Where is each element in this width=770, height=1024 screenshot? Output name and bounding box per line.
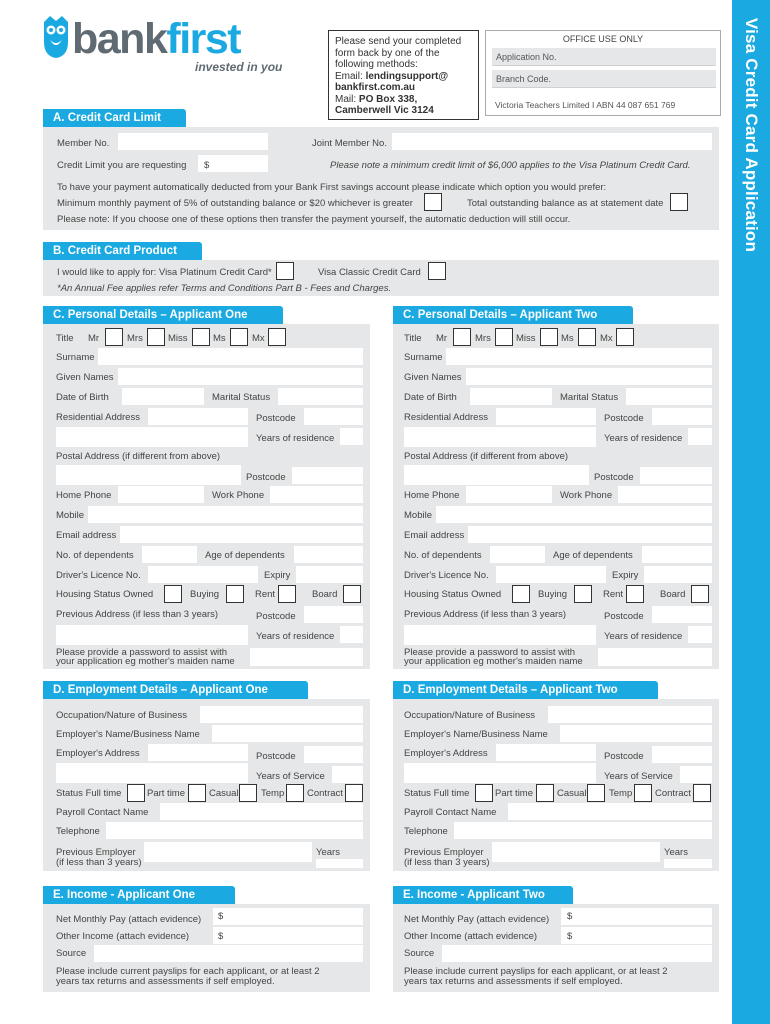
prev-address-input[interactable] xyxy=(56,625,248,645)
occupation-input[interactable] xyxy=(548,706,712,723)
surname-input[interactable] xyxy=(98,348,363,365)
occupation-input[interactable] xyxy=(200,706,363,723)
res-address-label: Residential Address xyxy=(404,412,488,423)
surname-input[interactable] xyxy=(446,348,712,365)
status-fulltime-checkbox[interactable] xyxy=(127,784,145,802)
years-res-label: Years of residence xyxy=(604,433,683,444)
title-mrs-checkbox[interactable] xyxy=(495,328,513,346)
part-time-label: Part time xyxy=(495,788,534,799)
prev-employer-label-2: (if less than 3 years) xyxy=(404,857,490,868)
work-phone-input[interactable] xyxy=(270,486,363,503)
mobile-input[interactable] xyxy=(88,506,363,523)
net-pay-dollar: $ xyxy=(218,911,224,922)
home-phone-label: Home Phone xyxy=(56,490,112,501)
years-label: Years xyxy=(316,847,340,858)
licence-label: Driver's Licence No. xyxy=(56,570,141,581)
emp-postcode-input[interactable] xyxy=(652,746,712,763)
prev-employer-input[interactable] xyxy=(492,842,660,862)
expiry-input[interactable] xyxy=(296,566,363,583)
expiry-label: Expiry xyxy=(612,570,639,581)
employer-address-input-1[interactable] xyxy=(496,744,596,761)
total-outstanding-checkbox[interactable] xyxy=(670,193,688,211)
section-e-one-header: E. Income - Applicant One xyxy=(43,886,235,904)
licence-input[interactable] xyxy=(148,566,258,583)
age-dependents-input[interactable] xyxy=(294,546,363,563)
payroll-label: Payroll Contact Name xyxy=(56,807,149,818)
title-label: Title xyxy=(56,333,74,344)
title-mrs-label: Mrs xyxy=(475,333,491,344)
office-use-title: OFFICE USE ONLY xyxy=(562,34,644,44)
email-label: Email address xyxy=(404,530,465,541)
status-contract-checkbox[interactable] xyxy=(345,784,363,802)
please-note-text: Please note: If you choose one of these options then transfer the payment yourself, the automatic deduction will still occur. xyxy=(57,214,571,225)
password-label-2: your application eg mother's maiden name xyxy=(56,656,235,667)
title-mr-checkbox[interactable] xyxy=(105,328,123,346)
title-mx-checkbox[interactable] xyxy=(268,328,286,346)
section-b-header: B. Credit Card Product xyxy=(43,242,202,260)
payslips-text-1: Please include current payslips for each applicant, or at least 2 xyxy=(56,966,320,977)
apply-for-label: I would like to apply for: Visa Platinum Credit Card* xyxy=(57,267,272,278)
housing-buying-checkbox[interactable] xyxy=(226,585,244,603)
postal-postcode-label: Postcode xyxy=(594,472,634,483)
housing-board-checkbox[interactable] xyxy=(691,585,709,603)
payroll-input[interactable] xyxy=(160,803,363,820)
postal-label: Postal Address (if different from above) xyxy=(404,451,569,462)
status-casual-checkbox[interactable] xyxy=(239,784,257,802)
total-outstanding-label: Total outstanding balance as at statement date xyxy=(467,198,664,209)
res-address-input-2[interactable] xyxy=(404,427,596,447)
prev-address-label: Previous Address (if less than 3 years) xyxy=(56,609,219,620)
payslips-text-2: years tax returns and assessments if self employed. xyxy=(56,976,275,987)
status-contract-checkbox[interactable] xyxy=(693,784,711,802)
years-service-label: Years of Service xyxy=(256,771,325,782)
postcode-input[interactable] xyxy=(652,408,712,425)
source-input[interactable] xyxy=(94,945,363,962)
employer-address-input-2[interactable] xyxy=(404,763,596,783)
contract-label: Contract xyxy=(655,788,691,799)
other-income-label: Other Income (attach evidence) xyxy=(404,931,538,942)
brand-logo: bankfirst xyxy=(72,15,241,63)
send-instructions-box: Please send your completed form back by one of the following methods: Email: lendingsupport@ bankfirst.com.au Mail: PO Box 338, Camberwell Vic 3124 xyxy=(328,30,479,120)
section-e-two-header: E. Income - Applicant Two xyxy=(393,886,573,904)
housing-board-checkbox[interactable] xyxy=(343,585,361,603)
surname-label: Surname xyxy=(56,352,95,363)
years-service-label: Years of Service xyxy=(604,771,673,782)
marital-label: Marital Status xyxy=(560,392,619,403)
rent-label: Rent xyxy=(255,589,276,600)
employer-address-input-1[interactable] xyxy=(148,744,248,761)
housing-buying-checkbox[interactable] xyxy=(574,585,592,603)
given-names-label: Given Names xyxy=(56,372,114,383)
mobile-label: Mobile xyxy=(404,510,432,521)
years-service-input[interactable] xyxy=(332,766,363,783)
mobile-input[interactable] xyxy=(436,506,712,523)
joint-member-no-input[interactable] xyxy=(392,133,712,150)
prev-postcode-input[interactable] xyxy=(652,606,712,623)
work-phone-label: Work Phone xyxy=(560,490,613,501)
board-label: Board xyxy=(660,589,686,600)
net-pay-label: Net Monthly Pay (attach evidence) xyxy=(56,914,202,925)
prev-employer-label-2: (if less than 3 years) xyxy=(56,857,142,868)
status-fulltime-label: Status Full time xyxy=(56,788,122,799)
marital-input[interactable] xyxy=(626,388,712,405)
net-pay-input[interactable] xyxy=(561,908,712,925)
postcode-label: Postcode xyxy=(256,413,296,424)
given-names-input[interactable] xyxy=(466,368,712,385)
dependents-label: No. of dependents xyxy=(56,550,134,561)
password-input[interactable] xyxy=(250,648,363,666)
prev-postcode-input[interactable] xyxy=(304,606,363,623)
emp-postcode-label: Postcode xyxy=(256,751,296,762)
branch-code-field[interactable]: Branch Code. xyxy=(492,70,716,88)
emp-postcode-input[interactable] xyxy=(304,746,363,763)
source-input[interactable] xyxy=(442,945,712,962)
housing-owned-checkbox[interactable] xyxy=(164,585,182,603)
other-income-dollar: $ xyxy=(218,931,224,942)
telephone-input[interactable] xyxy=(106,822,363,839)
net-pay-label: Net Monthly Pay (attach evidence) xyxy=(404,914,550,925)
title-mrs-checkbox[interactable] xyxy=(147,328,165,346)
occupation-label: Occupation/Nature of Business xyxy=(56,710,187,721)
prev-postcode-label: Postcode xyxy=(256,611,296,622)
prev-years-res-label: Years of residence xyxy=(604,631,683,642)
payslips-text-2: years tax returns and assessments if self employed. xyxy=(404,976,623,987)
telephone-input[interactable] xyxy=(454,822,712,839)
section-d-two-header: D. Employment Details – Applicant Two xyxy=(393,681,658,699)
annual-fee-note: *An Annual Fee applies refer Terms and Conditions Part B - Fees and Charges. xyxy=(57,283,392,294)
title-mrs-label: Mrs xyxy=(127,333,143,344)
postal-postcode-input[interactable] xyxy=(640,467,712,484)
dob-label: Date of Birth xyxy=(404,392,457,403)
dob-label: Date of Birth xyxy=(56,392,109,403)
postcode-input[interactable] xyxy=(304,408,363,425)
prev-postcode-label: Postcode xyxy=(604,611,644,622)
title-miss-checkbox[interactable] xyxy=(192,328,210,346)
other-income-label: Other Income (attach evidence) xyxy=(56,931,190,942)
status-temp-checkbox[interactable] xyxy=(286,784,304,802)
employer-name-input[interactable] xyxy=(212,725,363,742)
telephone-label: Telephone xyxy=(56,826,100,837)
title-mr-label: Mr xyxy=(88,333,100,344)
section-a-header: A. Credit Card Limit xyxy=(43,109,186,127)
licence-input[interactable] xyxy=(496,566,606,583)
given-names-input[interactable] xyxy=(118,368,363,385)
credit-limit-label: Credit Limit you are requesting xyxy=(57,160,187,171)
years-service-input[interactable] xyxy=(680,766,712,783)
title-ms-checkbox[interactable] xyxy=(230,328,248,346)
dob-input[interactable] xyxy=(470,388,552,405)
net-pay-input[interactable] xyxy=(213,908,363,925)
employer-address-input-2[interactable] xyxy=(56,763,248,783)
res-address-input-2[interactable] xyxy=(56,427,248,447)
employer-name-input[interactable] xyxy=(560,725,712,742)
prev-years-res-input[interactable] xyxy=(340,626,363,643)
marital-input[interactable] xyxy=(278,388,363,405)
age-dependents-label: Age of dependents xyxy=(205,550,285,561)
prev-employer-input[interactable] xyxy=(144,842,312,862)
password-input[interactable] xyxy=(598,648,712,666)
net-pay-dollar: $ xyxy=(567,911,573,922)
payroll-label: Payroll Contact Name xyxy=(404,807,497,818)
status-fulltime-label: Status Full time xyxy=(404,788,470,799)
min-payment-checkbox[interactable] xyxy=(424,193,442,211)
status-parttime-checkbox[interactable] xyxy=(536,784,554,802)
housing-rent-checkbox[interactable] xyxy=(626,585,644,603)
licence-label: Driver's Licence No. xyxy=(404,570,489,581)
application-no-field[interactable]: Application No. xyxy=(492,48,716,66)
password-label-1: Please provide a password to assist with xyxy=(404,647,576,658)
housing-owned-checkbox[interactable] xyxy=(512,585,530,603)
buying-label: Buying xyxy=(538,589,568,600)
part-time-label: Part time xyxy=(147,788,186,799)
dependents-label: No. of dependents xyxy=(404,550,482,561)
title-label: Title xyxy=(404,333,422,344)
age-dependents-input[interactable] xyxy=(642,546,712,563)
work-phone-label: Work Phone xyxy=(212,490,265,501)
board-label: Board xyxy=(312,589,338,600)
years-input[interactable] xyxy=(316,859,363,868)
title-mx-checkbox[interactable] xyxy=(616,328,634,346)
temp-label: Temp xyxy=(609,788,633,799)
email-input[interactable] xyxy=(468,526,712,543)
status-parttime-checkbox[interactable] xyxy=(188,784,206,802)
postal-label: Postal Address (if different from above) xyxy=(56,451,221,462)
postal-postcode-label: Postcode xyxy=(246,472,286,483)
casual-label: Casual xyxy=(209,788,239,799)
section-d-one-header: D. Employment Details – Applicant One xyxy=(43,681,308,699)
status-temp-checkbox[interactable] xyxy=(634,784,652,802)
occupation-label: Occupation/Nature of Business xyxy=(404,710,535,721)
rent-label: Rent xyxy=(603,589,624,600)
title-ms-label: Ms xyxy=(213,333,226,344)
prev-address-label: Previous Address (if less than 3 years) xyxy=(404,609,567,620)
joint-member-no-label: Joint Member No. xyxy=(312,138,387,149)
visa-platinum-checkbox[interactable] xyxy=(276,262,294,280)
payroll-input[interactable] xyxy=(508,803,712,820)
years-res-label: Years of residence xyxy=(256,433,335,444)
visa-classic-label: Visa Classic Credit Card xyxy=(318,267,421,278)
title-ms-label: Ms xyxy=(561,333,574,344)
prev-years-res-input[interactable] xyxy=(688,626,712,643)
status-casual-checkbox[interactable] xyxy=(587,784,605,802)
telephone-label: Telephone xyxy=(404,826,448,837)
years-input[interactable] xyxy=(664,859,712,868)
given-names-label: Given Names xyxy=(404,372,462,383)
min-payment-label: Minimum monthly payment of 5% of outstanding balance or $20 whichever is greater xyxy=(57,198,413,209)
dollar-sign: $ xyxy=(204,160,210,171)
title-mr-label: Mr xyxy=(436,333,448,344)
dependents-input[interactable] xyxy=(142,546,197,563)
home-phone-input[interactable] xyxy=(118,486,204,503)
expiry-label: Expiry xyxy=(264,570,291,581)
years-res-input[interactable] xyxy=(340,428,363,445)
status-fulltime-checkbox[interactable] xyxy=(475,784,493,802)
form-title-vertical: Visa Credit Card Application xyxy=(742,17,761,253)
abn-text: Victoria Teachers Limited I ABN 44 087 651 769 xyxy=(495,100,676,110)
employer-address-label: Employer's Address xyxy=(404,748,488,759)
res-address-label: Residential Address xyxy=(56,412,140,423)
title-ms-checkbox[interactable] xyxy=(578,328,596,346)
title-miss-label: Miss xyxy=(168,333,188,344)
payslips-text-1: Please include current payslips for each applicant, or at least 2 xyxy=(404,966,668,977)
res-address-input-1[interactable] xyxy=(496,408,596,425)
expiry-input[interactable] xyxy=(644,566,712,583)
employer-name-label: Employer's Name/Business Name xyxy=(404,729,548,740)
dob-input[interactable] xyxy=(122,388,204,405)
emp-postcode-label: Postcode xyxy=(604,751,644,762)
housing-label: Housing Status Owned xyxy=(56,589,154,600)
postal-input[interactable] xyxy=(56,465,241,485)
owl-logo-icon xyxy=(42,16,70,58)
auto-deduct-text: To have your payment automatically deducted from your Bank First savings account please indicate which option you would prefer: xyxy=(57,182,607,193)
marital-label: Marital Status xyxy=(212,392,271,403)
password-label-1: Please provide a password to assist with xyxy=(56,647,228,658)
mobile-label: Mobile xyxy=(56,510,84,521)
email-label: Email address xyxy=(56,530,117,541)
member-no-label: Member No. xyxy=(57,138,110,149)
surname-label: Surname xyxy=(404,352,443,363)
member-no-input[interactable] xyxy=(118,133,268,150)
home-phone-label: Home Phone xyxy=(404,490,460,501)
prev-address-input[interactable] xyxy=(404,625,596,645)
title-miss-label: Miss xyxy=(516,333,536,344)
other-income-input[interactable] xyxy=(561,927,712,944)
buying-label: Buying xyxy=(190,589,220,600)
prev-employer-label-1: Previous Employer xyxy=(56,847,136,858)
brand-tagline: invested in you xyxy=(195,60,283,74)
dependents-input[interactable] xyxy=(490,546,545,563)
prev-employer-label-1: Previous Employer xyxy=(404,847,484,858)
contract-label: Contract xyxy=(307,788,343,799)
source-label: Source xyxy=(404,948,435,959)
password-label-2: your application eg mother's maiden name xyxy=(404,656,583,667)
title-mr-checkbox[interactable] xyxy=(453,328,471,346)
casual-label: Casual xyxy=(557,788,587,799)
years-label: Years xyxy=(664,847,688,858)
other-income-dollar: $ xyxy=(567,931,573,942)
prev-years-res-label: Years of residence xyxy=(256,631,335,642)
employer-address-label: Employer's Address xyxy=(56,748,140,759)
employer-name-label: Employer's Name/Business Name xyxy=(56,729,200,740)
title-miss-checkbox[interactable] xyxy=(540,328,558,346)
min-limit-note: Please note a minimum credit limit of $6,000 applies to the Visa Platinum Credit Card. xyxy=(330,160,691,171)
temp-label: Temp xyxy=(261,788,285,799)
housing-label: Housing Status Owned xyxy=(404,589,502,600)
title-mx-label: Mx xyxy=(252,333,265,344)
section-c-one-header: C. Personal Details – Applicant One xyxy=(43,306,283,324)
email-input[interactable] xyxy=(120,526,363,543)
years-res-input[interactable] xyxy=(688,428,712,445)
home-phone-input[interactable] xyxy=(466,486,552,503)
postcode-label: Postcode xyxy=(604,413,644,424)
res-address-input-1[interactable] xyxy=(148,408,248,425)
postal-postcode-input[interactable] xyxy=(292,467,363,484)
source-label: Source xyxy=(56,948,87,959)
section-c-two-header: C. Personal Details – Applicant Two xyxy=(393,306,633,324)
visa-classic-checkbox[interactable] xyxy=(428,262,446,280)
postal-input[interactable] xyxy=(404,465,589,485)
work-phone-input[interactable] xyxy=(618,486,712,503)
title-mx-label: Mx xyxy=(600,333,613,344)
other-income-input[interactable] xyxy=(213,927,363,944)
housing-rent-checkbox[interactable] xyxy=(278,585,296,603)
age-dependents-label: Age of dependents xyxy=(553,550,633,561)
